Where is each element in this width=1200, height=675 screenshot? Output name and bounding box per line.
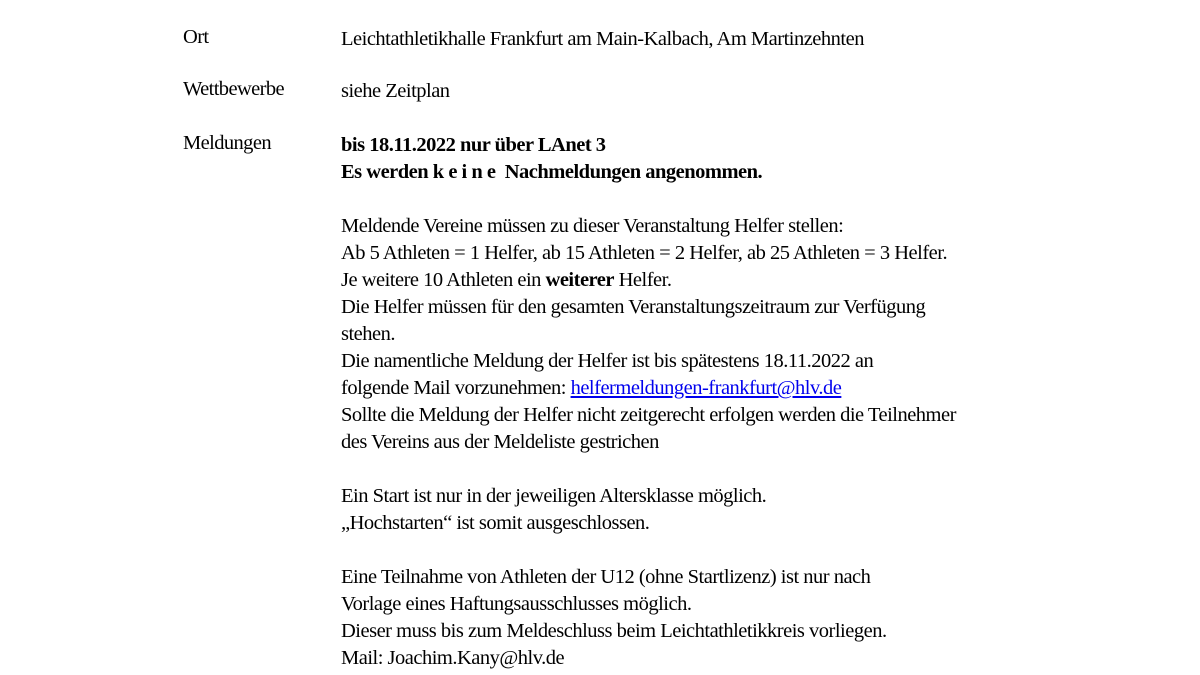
helper-requirement-line-5: stehen. — [341, 323, 395, 345]
helper-line-3-post: Helfer. — [613, 269, 672, 291]
wettbewerbe-value: siehe Zeitplan — [341, 80, 450, 102]
wettbewerbe-label: Wettbewerbe — [183, 78, 285, 100]
helper-requirement-line-1: Meldende Vereine müssen zu dieser Veranstaltung Helfer stellen: — [341, 215, 844, 237]
start-rule-line-1: Ein Start ist nur in der jeweiligen Altersklasse möglich. — [341, 485, 767, 507]
helper-line-7-pre: folgende Mail vorzunehmen: — [341, 377, 571, 399]
u12-rule-line-3: Dieser muss bis zum Meldeschluss beim Leichtathletikkreis vorliegen. — [341, 620, 887, 642]
helper-requirement-line-7 — [341, 375, 956, 402]
helper-line-3-pre: Je weitere 10 Athleten ein — [341, 269, 546, 291]
helper-requirement-line-8: Sollte die Meldung der Helfer nicht zeitgerecht erfolgen werden die Teilnehmer — [341, 404, 956, 426]
meldungen-deadline: bis 18.11.2022 nur über LAnet 3 — [341, 134, 606, 156]
meldungen-content — [341, 132, 956, 672]
helper-requirement-line-9: des Vereins aus der Meldeliste gestrichen — [341, 431, 659, 453]
meldungen-no-late-entries: Es werden k e i n e Nachmeldungen angenommen. — [341, 161, 763, 183]
helper-requirement-line-2: Ab 5 Athleten = 1 Helfer, ab 15 Athleten = 2 Helfer, ab 25 Athleten = 3 Helfer. — [341, 242, 948, 264]
ort-value: Leichtathletikhalle Frankfurt am Main-Kalbach, Am Martinzehnten — [341, 28, 864, 50]
spacer — [341, 456, 956, 483]
helper-requirement-line-3 — [341, 267, 956, 294]
helper-line-3-bold: weiterer — [545, 269, 614, 291]
spacer — [341, 186, 956, 213]
helper-email-link[interactable]: helfermeldungen-frankfurt@hlv.de — [570, 377, 842, 399]
u12-rule-line-2: Vorlage eines Haftungsausschlusses möglich. — [341, 593, 692, 615]
wettbewerbe-value-block — [341, 78, 450, 105]
ort-label: Ort — [183, 26, 209, 48]
start-rule-line-2: „Hochstarten“ ist somit ausgeschlossen. — [341, 512, 650, 534]
ort-value-block — [341, 26, 864, 53]
u12-contact-mail: Mail: Joachim.Kany@hlv.de — [341, 647, 565, 669]
u12-rule-line-1: Eine Teilnahme von Athleten der U12 (ohne Startlizenz) ist nur nach — [341, 566, 871, 588]
meldungen-label: Meldungen — [183, 132, 271, 154]
spacer — [341, 537, 956, 564]
helper-requirement-line-6: Die namentliche Meldung der Helfer ist bis spätestens 18.11.2022 an — [341, 350, 874, 372]
helper-requirement-line-4: Die Helfer müssen für den gesamten Veranstaltungszeitraum zur Verfügung — [341, 296, 926, 318]
